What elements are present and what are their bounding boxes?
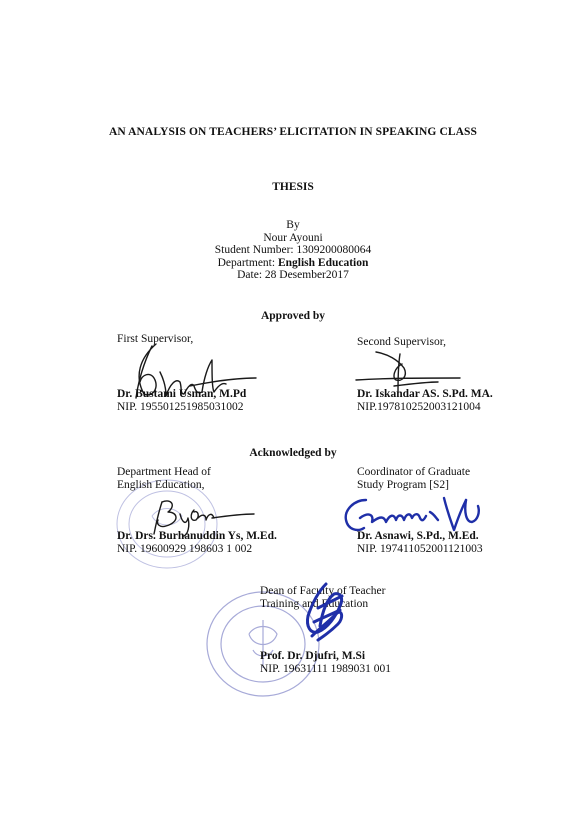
first-supervisor-name: Dr. Bustami Usman, M.Pd — [117, 388, 247, 400]
acknowledged-heading: Acknowledged by — [249, 447, 337, 459]
author-name: Nour Ayouni — [263, 231, 323, 244]
coordinator-nip: NIP. 197411052001121003 — [357, 542, 483, 555]
thesis-title: AN ANALYSIS ON TEACHERS’ ELICITATION IN SPEAKING CLASS — [108, 126, 478, 138]
author-info — [0, 219, 586, 282]
dean-role-line2: Training and Education — [260, 597, 369, 610]
department-head-block — [117, 530, 277, 556]
dean-nip: NIP. 19631111 1989031 001 — [260, 662, 391, 675]
department-head-role-line1: Department Head of — [117, 466, 211, 478]
coordinator-role-line1: Coordinator of Graduate — [357, 466, 471, 478]
first-supervisor-nip: NIP. 195501251985031002 — [117, 400, 244, 413]
first-supervisor-role: First Supervisor, — [117, 333, 194, 345]
coordinator-role-line2: Study Program [S2] — [357, 478, 449, 491]
department-label: Department: — [217, 256, 278, 269]
department-value: English Education — [277, 256, 369, 269]
approved-heading: Approved by — [260, 310, 325, 322]
second-supervisor-nip: NIP.197810252003121004 — [357, 400, 481, 413]
dean-role-line1: Dean of Faculty of Teacher — [260, 585, 386, 597]
coordinator-role — [357, 466, 470, 492]
department-head-nip: NIP. 19600929 198603 1 002 — [117, 542, 253, 555]
dean-signature — [288, 578, 358, 656]
second-supervisor-block — [357, 388, 493, 414]
student-number: Student Number: 1309200080064 — [214, 244, 372, 257]
coordinator-name: Dr. Asnawi, S.Pd., M.Ed. — [357, 530, 479, 542]
first-supervisor-block — [117, 388, 246, 414]
dean-name: Prof. Dr. Djufri, M.Si — [260, 650, 366, 662]
department-head-role — [117, 466, 211, 492]
second-supervisor-name: Dr. Iskandar AS. S.Pd. MA. — [357, 388, 493, 400]
second-supervisor-role: Second Supervisor, — [357, 336, 446, 348]
coordinator-block — [357, 530, 483, 556]
department-head-name: Dr. Drs. Burhanuddin Ys, M.Ed. — [117, 530, 277, 542]
by-label: By — [286, 219, 300, 231]
dean-block — [260, 650, 391, 676]
date: Date: 28 Desember2017 — [237, 269, 349, 282]
department — [0, 257, 586, 270]
document-type: THESIS — [272, 181, 314, 193]
department-head-role-line2: English Education, — [117, 478, 205, 491]
